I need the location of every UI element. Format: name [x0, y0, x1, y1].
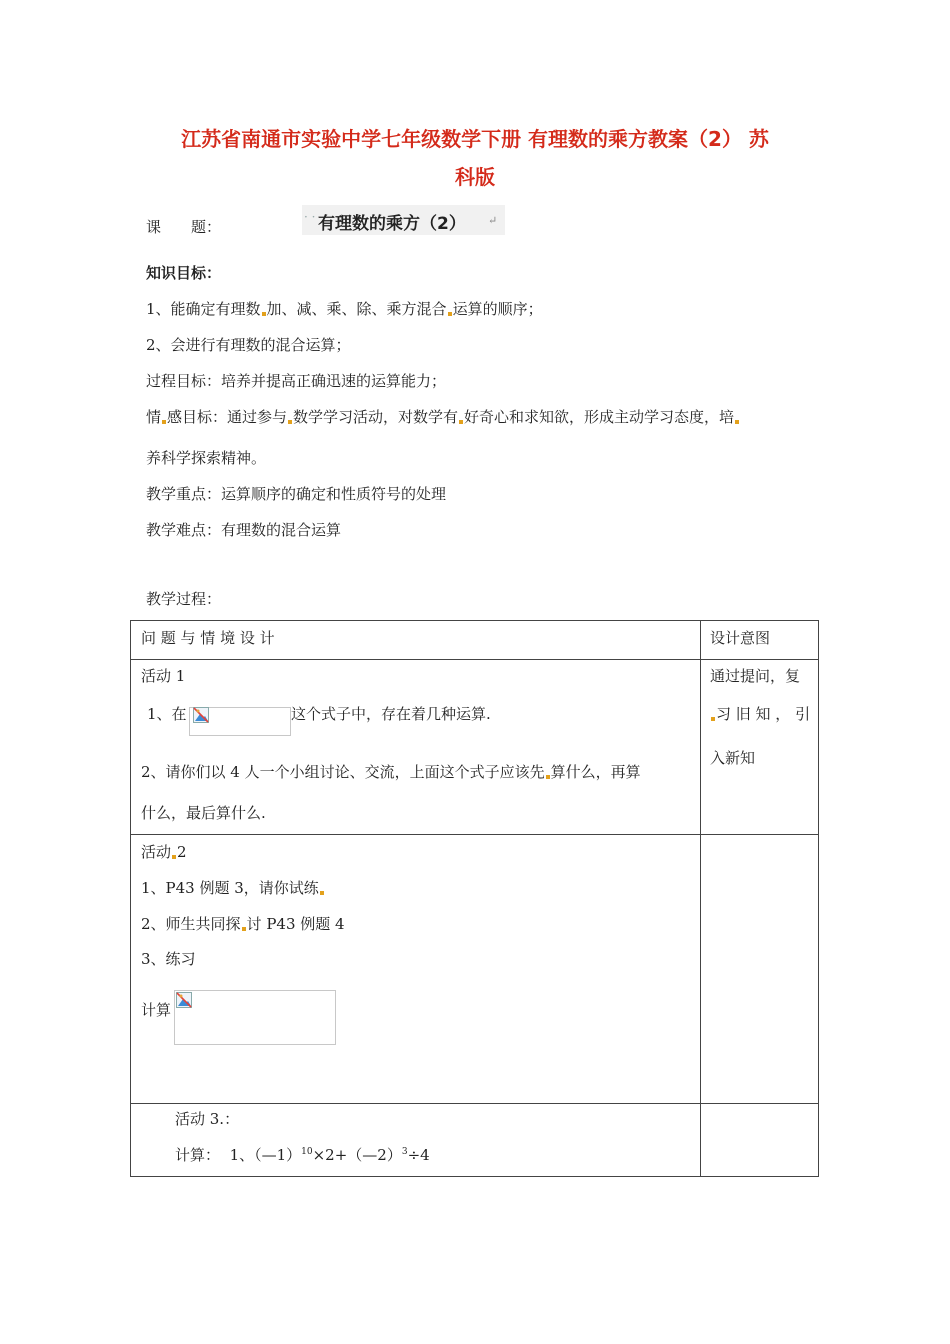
objective-item-2: 2、会进行有理数的混合运算； — [146, 336, 351, 354]
return-mark-icon: ↵ — [488, 214, 498, 227]
activity-3-calc: 计算： 1、（—1）$^{10}$×2+（—2）$^3$÷4 — [175, 1146, 430, 1164]
edit-mark-icon — [172, 855, 176, 859]
broken-image-icon — [176, 992, 192, 1008]
row-divider — [131, 659, 818, 660]
topic-label: 课 题： — [146, 218, 222, 236]
activity-2-item-1: 1、P43 例题 3，请你试练 — [141, 877, 325, 898]
activity-3-title: 活动 3.： — [175, 1110, 240, 1128]
key-point: 教学重点：运算顺序的确定和性质符号的处理 — [146, 485, 447, 503]
emotion-objective: 情 感目标：通过参与 数学学习活动，对数学有 好奇心和求知欲，形成主动学习态度，培 — [146, 406, 740, 427]
edit-mark-icon — [546, 775, 550, 779]
activity-1-question-2: 2、请你们以 4 人一个小组讨论、交流，上面这个式子应该先 算什么，再算 — [141, 763, 641, 781]
edit-mark-icon — [288, 420, 292, 424]
intent-line-3: 入新知 — [710, 749, 756, 767]
intent-line-1: 通过提问，复 — [710, 667, 801, 685]
header-design: 问 题 与 情 境 设 计 — [141, 629, 275, 647]
topic-dots: · · — [304, 210, 316, 224]
objective-item-1: 1、能确定有理数 加、减、乘、除、乘方混合 运算的顺序； — [146, 300, 543, 318]
process-heading: 教学过程： — [146, 590, 222, 608]
column-divider — [700, 621, 701, 1176]
difficulty: 教学难点：有理数的混合运算 — [146, 521, 342, 539]
intent-line-2: 习 旧 知 ， 引 — [710, 703, 810, 724]
edit-mark-icon — [320, 891, 324, 895]
title-line-2: 科版 — [455, 165, 495, 189]
activity-1-question-1b: 这个式子中，存在着几种运算. — [291, 705, 491, 723]
edit-mark-icon — [162, 420, 166, 424]
edit-mark-icon — [448, 312, 452, 316]
process-objective: 过程目标：培养并提高正确迅速的运算能力； — [146, 372, 447, 390]
edit-mark-icon — [242, 927, 246, 931]
activity-2-title: 活动 2 — [141, 843, 187, 861]
activity-1-title: 活动 1 — [141, 667, 186, 685]
edit-mark-icon — [711, 717, 715, 721]
edit-mark-icon — [459, 420, 463, 424]
activity-1-question-2-line-2: 什么，最后算什么. — [141, 804, 266, 822]
title-line-1: 江苏省南通市实验中学七年级数学下册 有理数的乘方教案（2） 苏 — [181, 127, 769, 151]
activity-2-item-3: 3、练习 — [141, 950, 196, 968]
activity-1-question-1a: 1、在 — [147, 705, 187, 723]
activity-2-calc-label: 计算 — [141, 1001, 172, 1019]
row-divider — [131, 834, 818, 835]
document-title — [130, 120, 820, 196]
header-intent: 设计意图 — [710, 629, 771, 647]
emotion-objective-line-2: 养科学探索精神。 — [146, 449, 267, 467]
row-divider — [131, 1103, 818, 1104]
broken-image-icon — [193, 707, 209, 723]
edit-mark-icon — [262, 312, 266, 316]
objectives-heading: 知识目标： — [146, 264, 222, 282]
topic-value: 有理数的乘方（2） — [318, 214, 466, 234]
lesson-table — [130, 620, 819, 1177]
activity-2-item-2: 2、师生共同探 讨 P43 例题 4 — [141, 915, 345, 933]
edit-mark-icon — [735, 420, 739, 424]
exercise-image — [174, 990, 336, 1045]
